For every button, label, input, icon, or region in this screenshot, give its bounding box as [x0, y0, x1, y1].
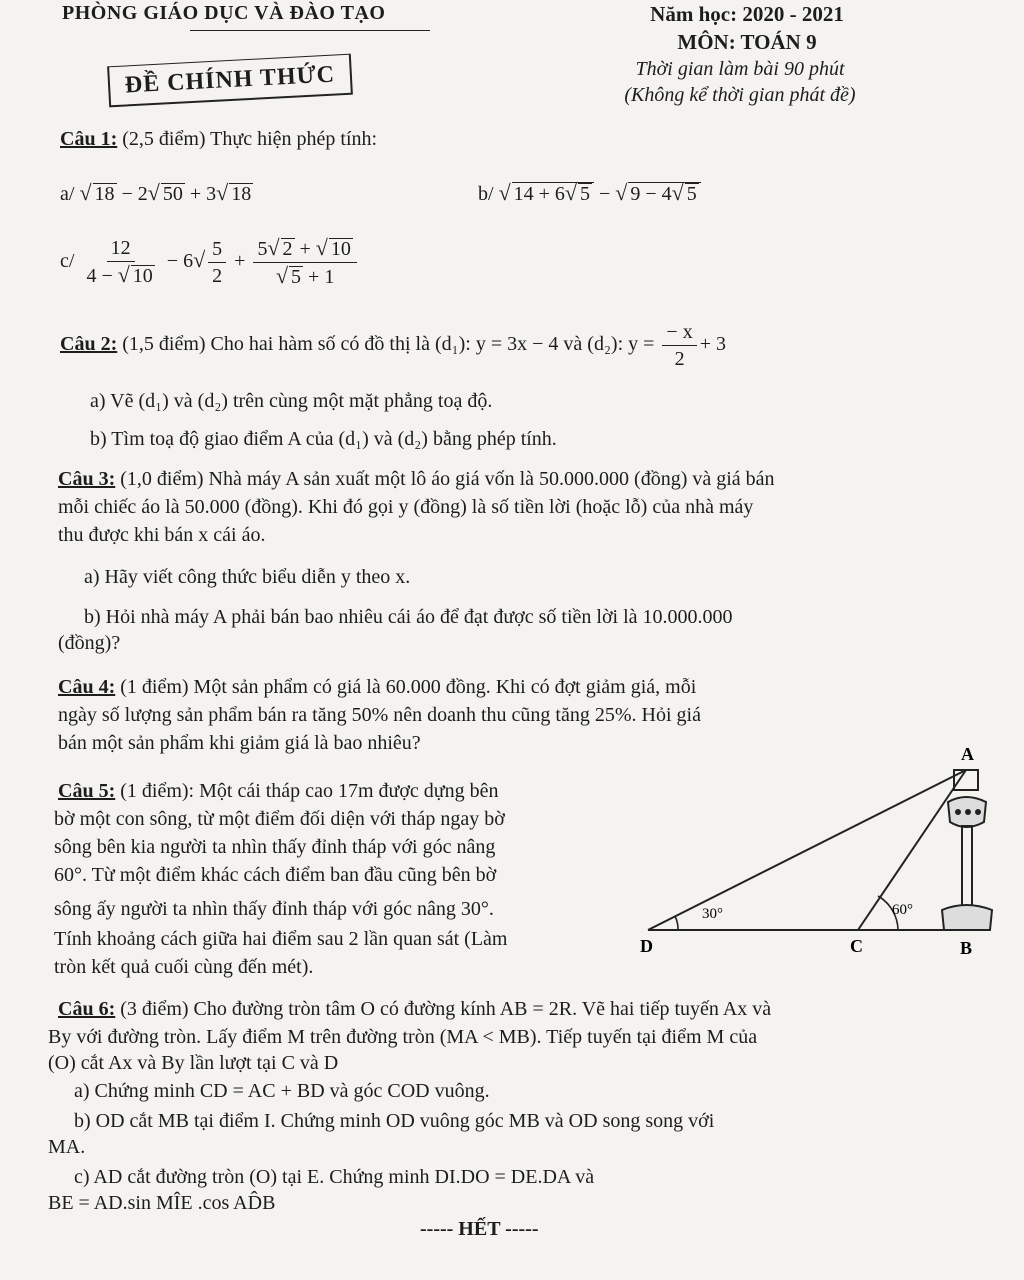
question-6a: a) Chứng minh CD = AC + BD và góc COD vuông. — [74, 1080, 490, 1102]
function-d1: (d₁): y = 3x − 4 — [434, 333, 559, 355]
question-1c-label: c/ — [60, 250, 75, 272]
question-1-heading — [60, 126, 377, 152]
question-5-line2: bờ một con sông, từ một điểm đối diện với tháp ngay bờ — [54, 808, 505, 830]
school-year: Năm học: 2020 - 2021 — [650, 2, 844, 26]
function-d2-fraction — [662, 319, 696, 372]
question-3b-line2: (đồng)? — [58, 632, 121, 654]
exam-duration: Thời gian làm bài 90 phút — [635, 58, 845, 80]
question-6-label: Câu 6: — [58, 998, 116, 1020]
question-6c-line2: BE = AD.sin MÎE .cos AD̂B — [48, 1192, 276, 1214]
question-6c-line1: c) AD cắt đường tròn (O) tại E. Chứng minh DI.DO = DE.DA và — [74, 1166, 595, 1188]
angle-label-30: 30° — [702, 906, 723, 922]
end-marker: ----- HẾT ----- — [420, 1218, 539, 1240]
point-label-a: A — [961, 744, 974, 764]
department-name: PHÒNG GIÁO DỤC VÀ ĐÀO TẠO — [62, 2, 386, 24]
tower-base — [942, 905, 992, 930]
tower-elevation-figure — [636, 740, 1016, 980]
subject-title: MÔN: TOÁN 9 — [677, 30, 817, 54]
tower-window-1 — [955, 809, 961, 815]
question-6-line3: (O) cắt Ax và By lần lượt tại C và D — [48, 1052, 339, 1074]
function-d2-suffix: + 3 — [699, 333, 726, 355]
question-5-line3: sông bên kia người ta nhìn thấy đỉnh tháp với góc nâng — [54, 836, 496, 858]
question-6-heading — [58, 996, 771, 1022]
question-4-line1: (1 điểm) Một sản phẩm có giá là 60.000 đồng. Khi có đợt giảm giá, mỗi — [115, 676, 697, 698]
question-1a-label: a/ — [60, 183, 75, 205]
question-5-line6: Tính khoảng cách giữa hai điểm sau 2 lần quan sát (Làm — [54, 928, 508, 950]
official-exam-stamp: ĐỀ CHÍNH THỨC — [107, 54, 353, 108]
question-1-label: Câu 1: — [60, 128, 118, 150]
question-1-text: (2,5 điểm) Thực hiện phép tính: — [117, 128, 378, 150]
question-3-heading — [58, 466, 775, 492]
question-5-line5: sông ấy người ta nhìn thấy đỉnh tháp với góc nâng 30°. — [54, 898, 494, 920]
question-2-heading — [60, 318, 726, 372]
tower-window-3 — [975, 809, 981, 815]
question-1c-expression: $\frac{12}{4 - √ 10}$ − 6√ $\frac{5}{2}$ + $\frac{5√ 2 + √ 10}{√ 5 + 1}$ — [79, 250, 359, 272]
sight-line-30 — [648, 770, 966, 930]
question-5-label: Câu 5: — [58, 780, 116, 802]
function-d2-numerator: − x — [662, 319, 696, 346]
question-1a — [60, 180, 253, 207]
point-label-d: D — [640, 936, 653, 956]
question-6b-line1: b) OD cắt MB tại điểm I. Chứng minh OD vuông góc MB và OD song song với — [74, 1110, 715, 1132]
question-2a: a) Vẽ (d₁) và (d₂) trên cùng một mặt phẳng toạ độ. — [90, 390, 493, 412]
question-5-line7: tròn kết quả cuối cùng đến mét). — [54, 956, 314, 978]
question-4-heading — [58, 674, 696, 700]
question-6b-line2: MA. — [48, 1136, 86, 1158]
function-d2-denominator: 2 — [674, 347, 685, 370]
question-6-line1: (3 điểm) Cho đường tròn tâm O có đường kính AB = 2R. Vẽ hai tiếp tuyến Ax và — [115, 998, 772, 1020]
point-label-c: C — [850, 936, 863, 956]
question-3-line1: (1,0 điểm) Nhà máy A sản xuất một lô áo giá vốn là 50.000.000 (đồng) và giá bán — [115, 468, 775, 490]
angle-label-60: 60° — [892, 902, 913, 918]
point-label-b: B — [960, 938, 973, 958]
question-5-line1: (1 điểm): Một cái tháp cao 17m được dựng bên — [115, 780, 499, 802]
angle-arc-30 — [675, 916, 678, 930]
duration-note: (Không kể thời gian phát đề) — [624, 84, 856, 106]
header-underline — [190, 30, 430, 31]
tower-window-2 — [965, 809, 971, 815]
question-1b-expression: √ 14 + 6√ 5 − √ 9 − 4√ 5 — [499, 183, 701, 205]
question-5-line4: 60°. Từ một điểm khác cách điểm ban đầu cũng bên bờ — [54, 864, 497, 886]
question-3a: a) Hãy viết công thức biểu diễn y theo x. — [84, 566, 411, 588]
question-1c — [60, 230, 360, 291]
question-4-line3: bán một sản phẩm khi giảm giá là bao nhiêu? — [58, 732, 421, 754]
question-1b-label: b/ — [478, 183, 494, 205]
question-3-label: Câu 3: — [58, 468, 116, 490]
tower-shaft — [962, 826, 972, 906]
tower-top — [954, 770, 978, 790]
question-2-label: Câu 2: — [60, 333, 118, 355]
question-1a-expression: √ 18 − 2√ 50 + 3√ 18 — [79, 180, 252, 205]
question-3b-line1: b) Hỏi nhà máy A phải bán bao nhiêu cái áo để đạt được số tiền lời là 10.000.000 — [84, 606, 733, 628]
question-6-line2: By với đường tròn. Lấy điểm M trên đường tròn (MA < MB). Tiếp tuyến tại điểm M của — [48, 1026, 758, 1048]
question-3-line2: mỗi chiếc áo là 50.000 (đồng). Khi đó gọi y (đồng) là số tiền lời (hoặc lỗ) của nhà máy — [58, 496, 754, 518]
question-1b — [478, 180, 701, 207]
question-4-label: Câu 4: — [58, 676, 116, 698]
question-2b: b) Tìm toạ độ giao điểm A của (d₁) và (d₂) bằng phép tính. — [90, 428, 557, 450]
question-4-line2: ngày số lượng sản phẩm bán ra tăng 50% nên doanh thu cũng tăng 25%. Hỏi giá — [58, 704, 701, 726]
question-2-text: (1,5 điểm) Cho hai hàm số có đồ thị là — [117, 333, 430, 355]
conjunction-and: và — [558, 333, 588, 355]
question-5-heading — [58, 778, 499, 804]
question-3-line3: thu được khi bán x cái áo. — [58, 524, 266, 546]
function-d2-prefix: (d₂): y = — [587, 333, 655, 355]
